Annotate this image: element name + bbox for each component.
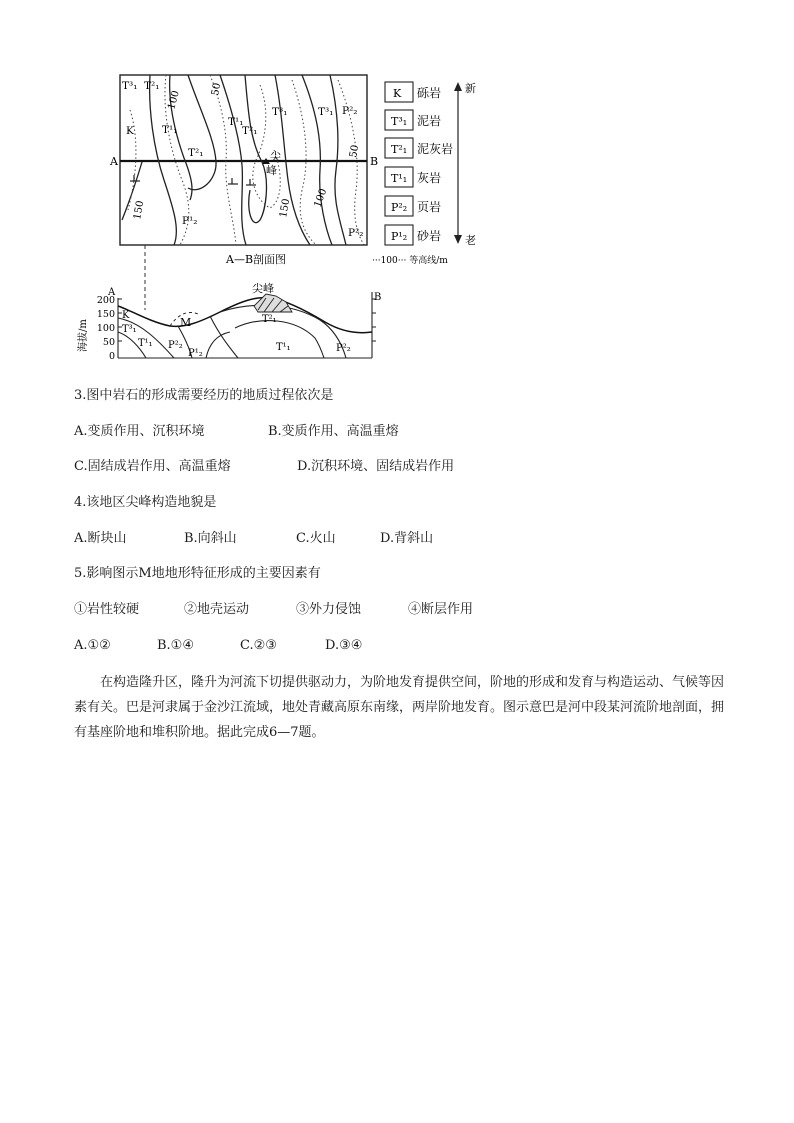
profile-unit-label: K bbox=[122, 310, 130, 321]
map-unit-label: T³₁ bbox=[318, 106, 334, 118]
strike-dip-symbols bbox=[130, 175, 256, 185]
q4-option-b: B.向斜山 bbox=[184, 531, 237, 546]
profile-section bbox=[76, 281, 381, 362]
q4-option-a: A.断块山 bbox=[74, 531, 127, 546]
arrow-up-icon bbox=[454, 82, 462, 91]
legend-old-label: 老 bbox=[465, 234, 476, 247]
q5-option-d: D.③④ bbox=[325, 638, 363, 653]
q5-option-c: C.②③ bbox=[240, 638, 277, 653]
contour-value: 150 bbox=[278, 197, 293, 219]
y-ticks bbox=[118, 299, 376, 341]
map-unit-label: T³₁ bbox=[122, 80, 138, 92]
reading-passage bbox=[74, 670, 730, 745]
contour-legend-note: ···100··· 等高线/m bbox=[372, 256, 448, 266]
y-tick: 200 bbox=[96, 295, 115, 306]
y-axis-title: 海拔/m bbox=[78, 319, 89, 352]
contour-value: 100 bbox=[312, 187, 330, 210]
peak-cap-hatch bbox=[254, 294, 292, 312]
question-3-stem: 3.图中岩石的形成需要经历的地质过程依次是 bbox=[74, 388, 334, 403]
map-unit-label: P¹₂ bbox=[182, 215, 198, 227]
profile-unit-label: T³₁ bbox=[122, 324, 137, 335]
q4-option-c: C.火山 bbox=[296, 531, 336, 546]
profile-point-a: A bbox=[108, 287, 116, 298]
profile-unit-label: P²₂ bbox=[168, 340, 183, 351]
legend-label: 泥灰岩 bbox=[417, 142, 454, 156]
legend-symbol: P²₂ bbox=[391, 201, 408, 214]
legend-item bbox=[385, 225, 441, 245]
profile-point-b: B bbox=[374, 292, 382, 303]
map-caption: A—B剖面图 bbox=[226, 253, 287, 266]
contour-value: 50 bbox=[348, 144, 362, 159]
legend-symbol: T¹₁ bbox=[391, 172, 408, 185]
map-unit-label: K bbox=[126, 125, 134, 137]
map-unit-label: T²₁ bbox=[242, 125, 258, 137]
question-5-stem: 5.影响图示M地地形特征形成的主要因素有 bbox=[74, 566, 321, 581]
y-tick: 0 bbox=[108, 351, 115, 362]
q5-factor-1: ①岩性较硬 bbox=[74, 602, 140, 617]
legend-label: 泥岩 bbox=[417, 114, 442, 128]
q5-factor-3: ③外力侵蚀 bbox=[296, 602, 362, 617]
geologic-figure-svg bbox=[70, 70, 490, 370]
q5-option-a: A.①② bbox=[74, 638, 111, 653]
peak-label: 峰 bbox=[266, 164, 277, 177]
passage-text: 在构造隆升区，隆升为河流下切提供驱动力，为阶地发育提供空间，阶地的形成和发育与构造运动、气候等因素有关。巴是河隶属于金沙江流域，地处青藏高原东南缘，两岸阶地发育。图示意巴是河中段某河流阶地剖面，拥有基座阶地和堆积阶地。据此完成6—7题。 bbox=[74, 675, 725, 740]
legend-new-label: 新 bbox=[465, 82, 476, 95]
q3-option-b: B.变质作用、高温重熔 bbox=[268, 424, 399, 439]
contour-value: 100 bbox=[166, 89, 182, 111]
map-unit-label: P²₂ bbox=[342, 105, 358, 117]
map-point-a: A bbox=[110, 155, 118, 168]
map-unit-label: T³₁ bbox=[272, 106, 288, 118]
map-point-b: B bbox=[370, 155, 379, 168]
profile-unit-label: P²₂ bbox=[336, 343, 351, 354]
stratum-line bbox=[210, 316, 238, 358]
profile-unit-label: T¹₁ bbox=[138, 338, 153, 349]
legend-item bbox=[385, 82, 441, 102]
q3-option-a: A.变质作用、沉积环境 bbox=[74, 424, 205, 439]
legend-item bbox=[385, 196, 441, 216]
legend-item bbox=[385, 167, 441, 187]
profile-unit-label: P¹₂ bbox=[188, 348, 203, 359]
q5-option-b: B.①④ bbox=[157, 638, 194, 653]
profile-m-label: M bbox=[180, 316, 192, 329]
legend-label: 砾岩 bbox=[417, 86, 442, 100]
profile-unit-label: T¹₁ bbox=[276, 342, 291, 353]
stratum-line bbox=[206, 332, 230, 358]
legend-item bbox=[385, 110, 441, 130]
legend-symbol: K bbox=[393, 87, 402, 100]
legend-symbol: T²₁ bbox=[391, 143, 408, 156]
contour-value: 150 bbox=[132, 199, 147, 221]
legend-item bbox=[385, 138, 453, 158]
q5-factor-2: ②地壳运动 bbox=[184, 602, 250, 617]
peak-cap bbox=[254, 294, 292, 312]
y-tick-labels bbox=[97, 295, 115, 362]
y-tick: 100 bbox=[96, 323, 115, 334]
legend-symbol: P¹₂ bbox=[391, 230, 408, 243]
q5-factor-4: ④断层作用 bbox=[408, 602, 474, 617]
legend-symbol: T³₁ bbox=[391, 115, 408, 128]
y-tick: 50 bbox=[102, 337, 115, 348]
legend-label: 页岩 bbox=[417, 200, 442, 214]
legend-label: 砂岩 bbox=[417, 229, 442, 243]
map-unit-label: T²₁ bbox=[188, 147, 204, 159]
q4-option-d: D.背斜山 bbox=[380, 531, 434, 546]
q3-option-c: C.固结成岩作用、高温重熔 bbox=[74, 459, 231, 474]
contour-value: 50 bbox=[210, 82, 224, 97]
q3-option-d: D.沉积环境、固结成岩作用 bbox=[297, 459, 455, 474]
geologic-figure bbox=[70, 70, 490, 370]
profile-strata bbox=[118, 305, 346, 358]
map-unit-label: T²₁ bbox=[144, 80, 160, 92]
legend-label: 灰岩 bbox=[417, 171, 442, 185]
y-tick: 150 bbox=[96, 309, 115, 320]
rock-legend bbox=[385, 82, 476, 247]
arrow-down-icon bbox=[454, 235, 462, 244]
profile-peak-label: 尖峰 bbox=[252, 282, 274, 295]
map-unit-label: T¹₁ bbox=[228, 116, 244, 128]
terrain-surface bbox=[118, 298, 372, 333]
map-unit-label: T¹₁ bbox=[162, 124, 178, 136]
question-4-stem: 4.该地区尖峰构造地貌是 bbox=[74, 495, 217, 510]
map-unit-label: P²₂ bbox=[348, 227, 364, 239]
profile-unit-label: T²₁ bbox=[262, 314, 277, 325]
peak-label: 尖 bbox=[270, 150, 281, 163]
